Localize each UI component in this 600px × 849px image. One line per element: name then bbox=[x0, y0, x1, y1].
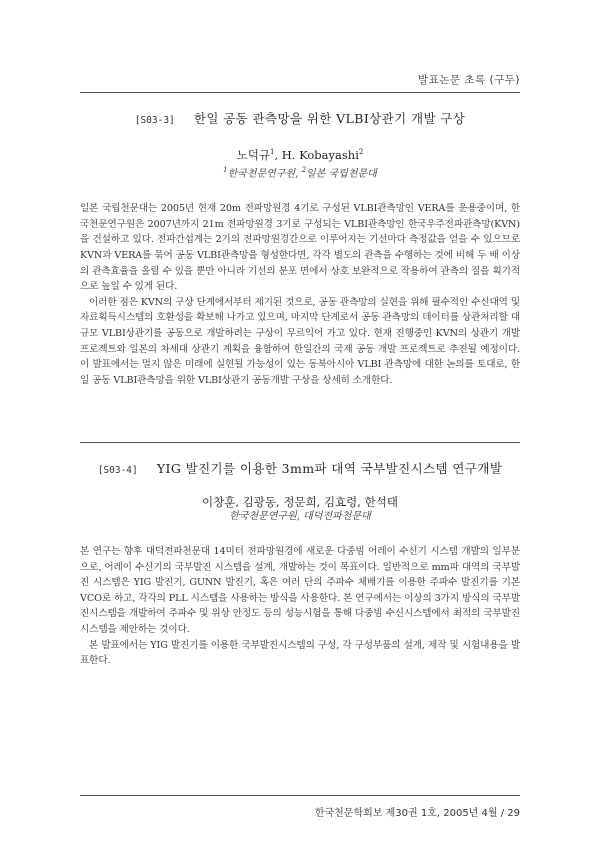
abstract-title: 한일 공동 관측망을 위한 VLBI상관기 개발 구상 bbox=[193, 111, 466, 126]
abstract-body bbox=[80, 201, 520, 388]
section-header-label: 발표논문 초록 (구두) bbox=[417, 74, 520, 86]
abstract-body bbox=[80, 544, 520, 669]
author-name: 노덕규 bbox=[236, 147, 270, 162]
body-paragraph: 일본 국립천문대는 2005년 현재 20m 전파망원경 4기로 구성된 VLBI관측망인 VERA를 운용중이며, 한국천문연구원은 2007년까지 21m 전파망원경 3기로 구성되는 VLBI관측망인 한국우주전파관측망(KVN)을 건설하고 있다. 전파간섭계는 2기의 전파망원경간으로 이루어지는 기선마다 측정값을 얻을 수 있으므로 KVN과 VERA를 묶어 공동 VLBI관측망을 형성한다면, 각각 별도의 관측을 수행하는 것에 비해 두 배 이상의 관측효율을 올릴 수 있을 뿐만 아니라 기선의 분포 면에서 상호 보완적으로 작용하여 관측의 질을 획기적으로 높일 수 있게 된다. bbox=[80, 203, 520, 293]
affiliation-name: 일본 국립천문대 bbox=[306, 168, 377, 180]
abstract-s03-4 bbox=[80, 458, 520, 669]
session-code: [S03-4] bbox=[97, 465, 138, 476]
author-list: 노덕규$^1$, H. Kobayashi$^2$ bbox=[236, 147, 364, 162]
footer-divider bbox=[80, 795, 520, 796]
author-list: 이창훈, 김광동, 정문희, 김효령, 한석태 bbox=[202, 495, 398, 509]
body-paragraph: 이러한 점은 KVN의 구상 단계에서부터 제기된 것으로, 공동 관측망의 실현을 위해 필수적인 수신대역 및 자료획득시스템의 호환성을 확보해 나가고 있으며, 마지막 단계로서 공동 관측망의 데이터를 상관처리할 대규모 VLBI상관기를 공동으로 개발하려는 구상이 무르익어 가고 있다. 현재 진행중인 KVN의 상관기 개발 프로젝트와 일본의 차세대 상관기 계획을 융합하여 한일간의 국제 공동 개발 프로젝트로 추진될 예정이다. 이 발표에서는 멀지 않은 미래에 실현될 가능성이 있는 동북아시아 VLBI 관측망에 대한 논의를 토대로, 한일 공동 VLBI관측망을 위한 VLBI상관기 공동개발 구상을 상세히 소개한다. bbox=[80, 296, 520, 386]
affil-marker: 2 bbox=[301, 165, 307, 174]
body-paragraph: 본 연구는 향후 대덕전파천문대 14미터 전파망원경에 새로운 다중빔 어레이 수신기 시스템 개발의 일부분으로, 어레이 수신기의 국부발진 시스템을 설계, 개발하는 것이 목표이다. 일반적으로 mm파 대역의 국부발진 시스템은 YIG 발진기, GUNN 발진기, 혹은 여러 단의 주파수 체배기를 이용한 주파수 발진기를 기본 VCO로 하고, 각각의 PLL 시스템을 사용하는 방식을 사용한다. 본 연구에서는 이상의 3가지 방식의 국부발진시스템을 개발하여 주파수 및 위상 안정도 등의 성능시험을 통해 다중빔 수신시스템에서 최적의 국부발진시스템을 제안하는 것이다. bbox=[80, 546, 520, 635]
abstract-title-line bbox=[80, 108, 520, 127]
abstract-s03-3 bbox=[80, 108, 520, 388]
session-code: [S03-3] bbox=[134, 115, 175, 126]
top-divider bbox=[80, 92, 520, 93]
author-affil-marker: 1 bbox=[269, 148, 275, 156]
affiliation-list: 한국천문연구원, 대덕전파천문대 bbox=[229, 511, 371, 522]
author-affil-marker: 2 bbox=[358, 148, 364, 156]
abstract-title-line bbox=[80, 458, 520, 477]
body-paragraph: 본 발표에서는 YIG 발진기를 이용한 국부발진시스템의 구성, 각 구성부품의 설계, 제작 및 시험내용을 발표한다. bbox=[80, 639, 520, 667]
affil-marker: 1 bbox=[223, 165, 228, 174]
abstract-title: YIG 발진기를 이용한 3mm파 대역 국부발진시스템 연구개발 bbox=[156, 461, 503, 476]
affiliation-name: 한국천문연구원 bbox=[227, 168, 296, 180]
section-divider bbox=[80, 442, 520, 443]
author-name: H. Kobayashi bbox=[281, 147, 359, 162]
journal-footer: 한국천문학회보 제30권 1호, 2005년 4월 / 29 bbox=[314, 808, 520, 819]
affiliation-list: $^1$한국천문연구원, $^2$일본 국립천문대 bbox=[223, 165, 377, 180]
